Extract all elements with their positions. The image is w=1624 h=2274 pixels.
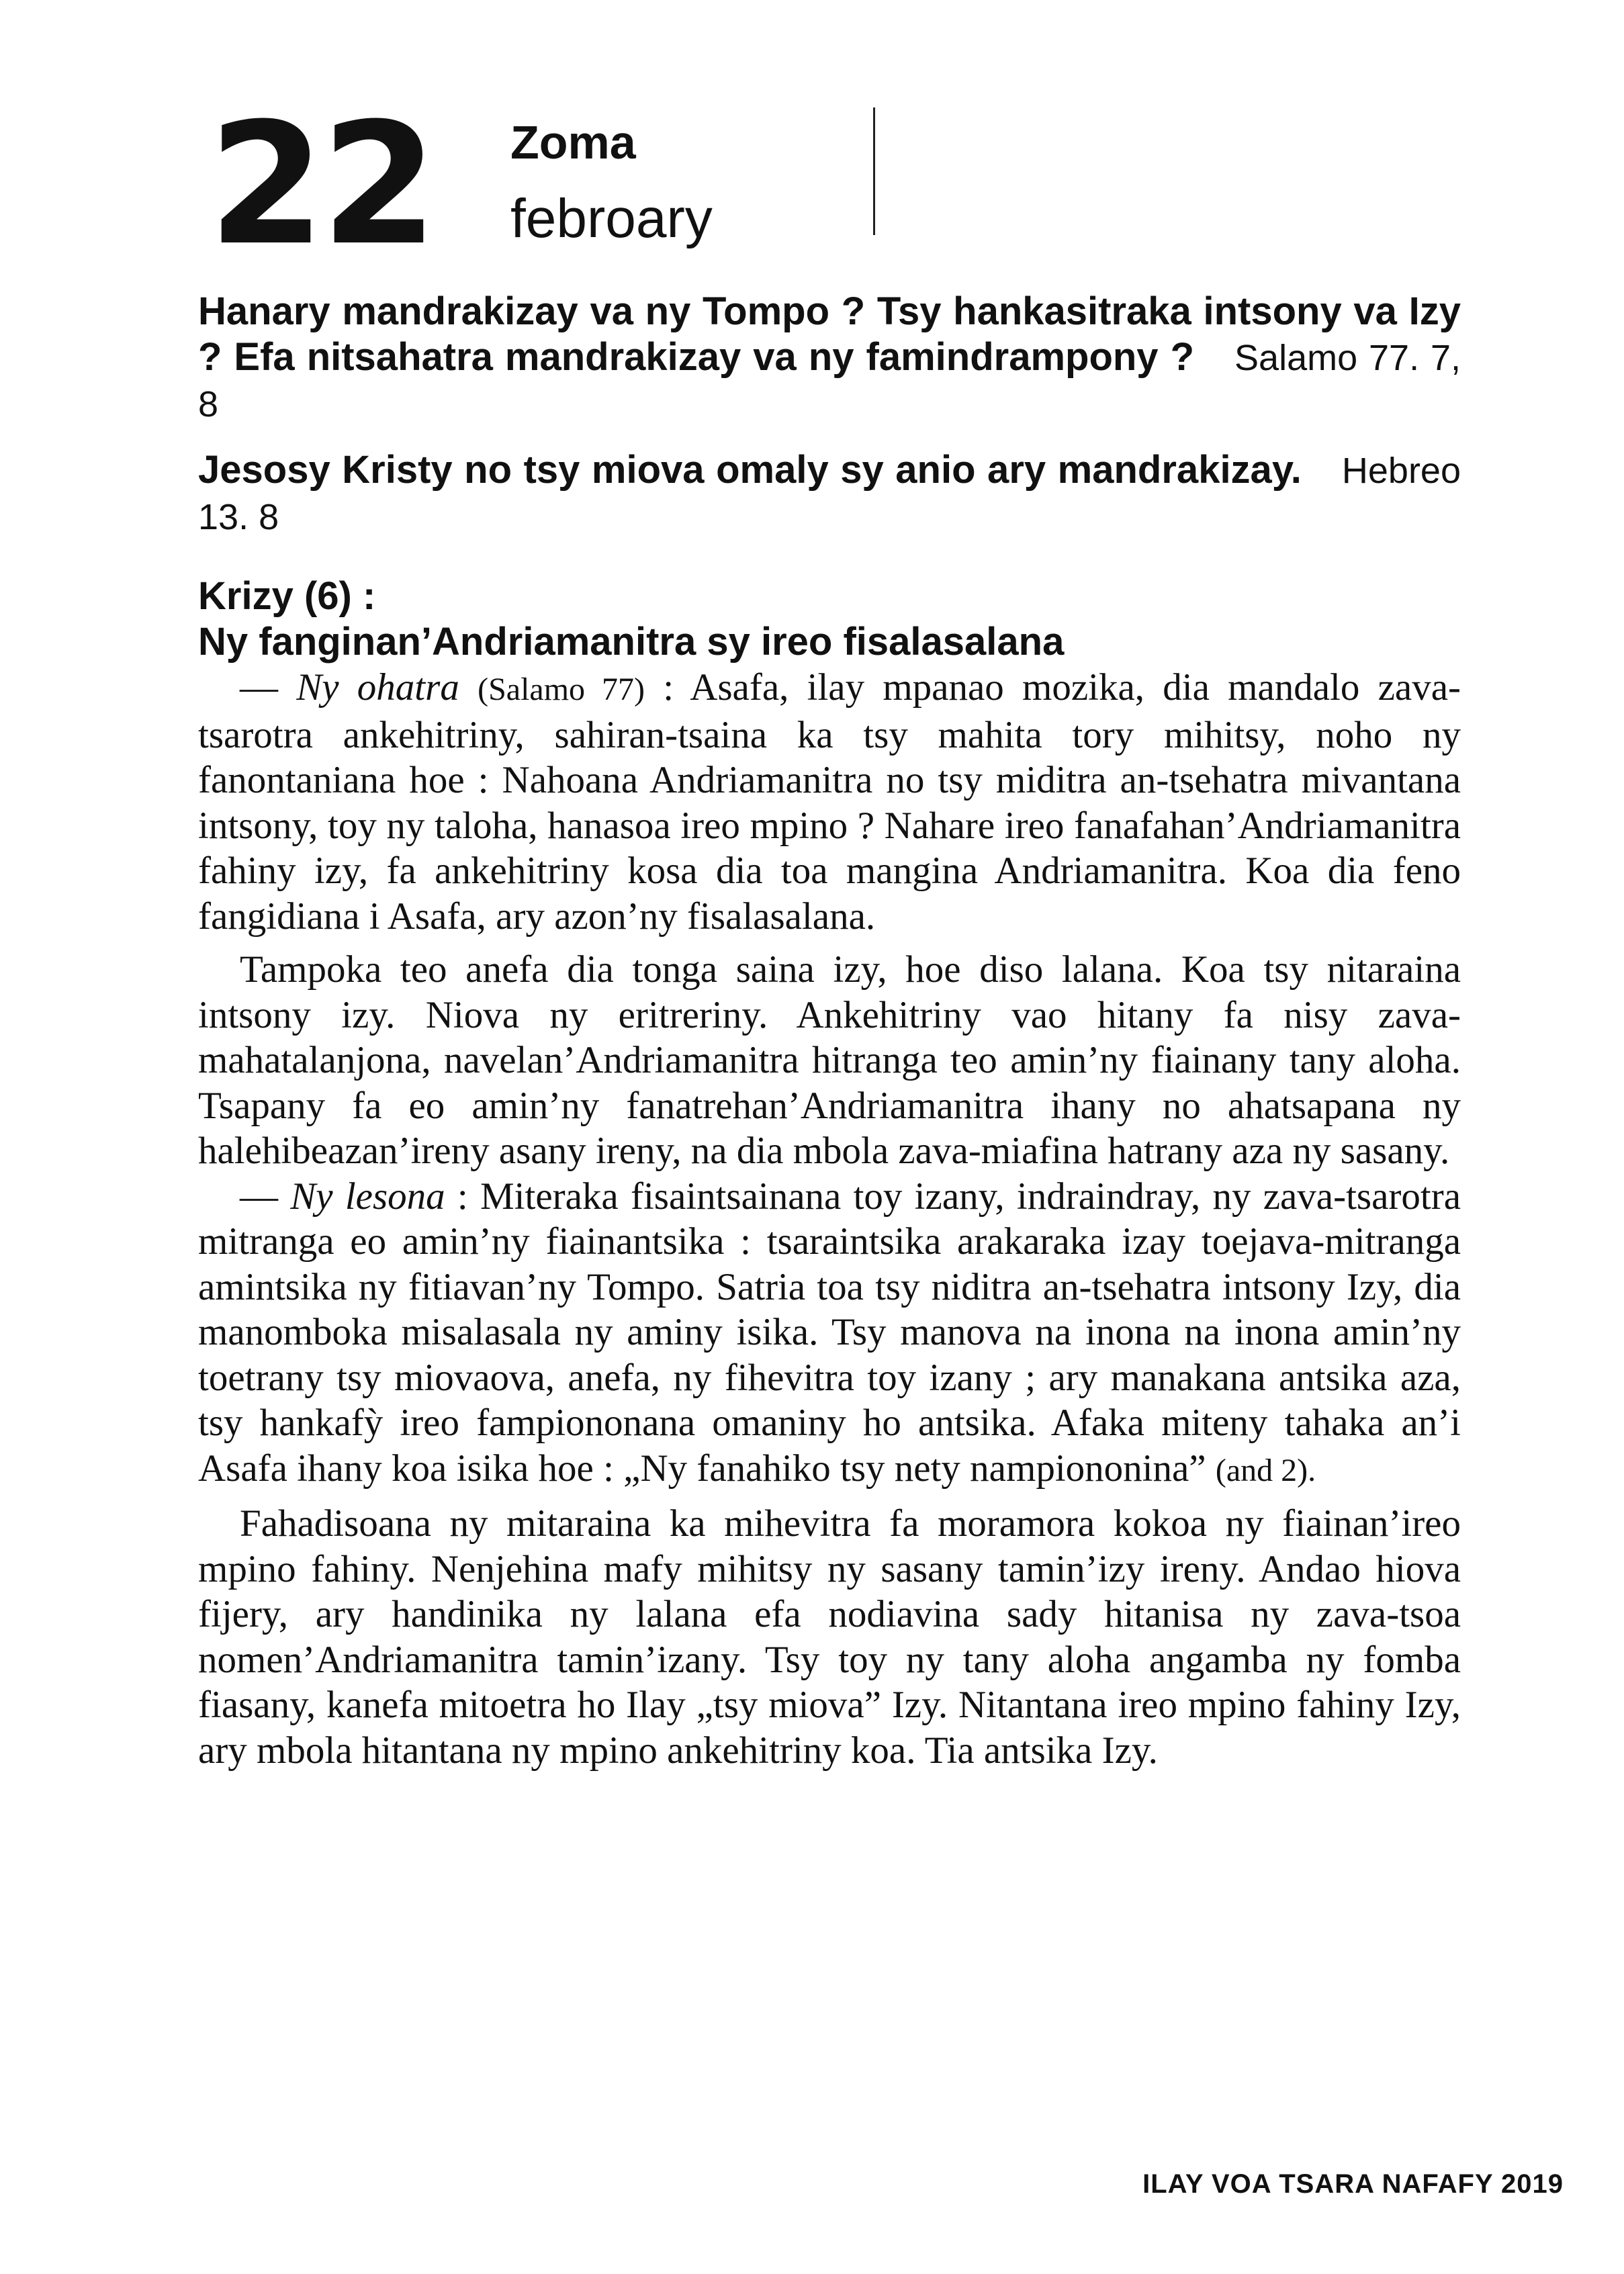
section-title-line-1: Krizy (6) :: [198, 574, 376, 618]
paragraph-1-text: : Asafa, ilay mpanao mozika, dia mandalo zava-tsarotra ankehitriny, sahiran-tsaina ka tsy mahita tory mihitsy, noho ny fanontaniana hoe : Nahoana Andriamanitra no tsy miditra an-tsehatra mivantana intsony, toy ny taloha, hanasoa ireo mpino ? Nahare ireo fanafahan’Andriamanitra fahiny izy, fa ankehitriny kosa dia toa mangina Andriamanitra. Koa dia feno fangidiana i Asafa, ary azon’ny fisalasalana.: [198, 666, 1461, 938]
paragraph-1-ref: (Salamo 77): [478, 672, 645, 707]
paragraph-3-dash: —: [240, 1175, 278, 1218]
paragraph-1-dash: —: [240, 666, 278, 709]
verse-1-text: Hanary mandrakizay va ny Tompo ? Tsy hankasitraka intsony va Izy ? Efa nitsahatra mandrakizay va ny famindrampony ?: [198, 289, 1461, 379]
paragraph-2-text: Tampoka teo anefa dia tonga saina izy, hoe diso lalana. Koa tsy nitaraina intsony izy. Niova ny eritreriny. Ankehitriny vao hitany fa nisy zava-mahatalanjona, navelan’Andriamanitra hitranga teo amin’ny fiainany tany aloha. Tsapany fa eo amin’ny fanatrehan’Andriamanitra ihany no ahatsapana ny halehibeazan’ireny asany ireny, na dia mbola zava-miafina hatrany aza ny sasany.: [198, 948, 1461, 1172]
paragraph-4: [198, 1501, 1461, 1773]
paragraph-3: [198, 1174, 1461, 1494]
verse-2: [198, 447, 1461, 540]
verse-2-reference: Hebreo 13. 8: [198, 451, 1461, 537]
paragraph-1-label: Ny ohatra: [296, 666, 459, 709]
weekday: Zoma: [510, 116, 636, 169]
paragraph-3-ref: (and 2).: [1215, 1452, 1316, 1488]
verse-1: [198, 289, 1461, 427]
verse-2-text: Jesosy Kristy no tsy miova omaly sy anio ary mandrakizay.: [198, 448, 1302, 492]
month: febroary: [510, 188, 713, 249]
verse-1-reference: Salamo 77. 7, 8: [198, 338, 1461, 424]
day-number: 22: [208, 87, 434, 282]
header-divider: [873, 107, 875, 235]
paragraph-4-text: Fahadisoana ny mitaraina ka mihevitra fa moramora kokoa ny fiainan’ireo mpino fahiny. Nenjehina mafy mihitsy ny sasany tamin’izy ireny. Andao hiova fijery, ary handinika ny lalana efa nodiavina sady hitanisa ny zava-tsoa nomen’Andriamanitra tamin’izany. Tsy toy ny tany aloha angamba ny fomba fiasany, kanefa mitoetra ho Ilay „tsy miova” Izy. Nitantana ireo mpino fahiny Izy, ary mbola hitantana ny mpino ankehitriny koa. Tia antsika Izy.: [198, 1502, 1461, 1772]
paragraph-1: [198, 665, 1461, 939]
section-heading: [198, 574, 1461, 665]
paragraph-2: [198, 947, 1461, 1174]
paragraph-3-label: Ny lesona: [290, 1175, 445, 1218]
section-title-line-2: Ny fanginan’Andriamanitra sy ireo fisalasalana: [198, 620, 1065, 664]
footer-publication-title: ILAY VOA TSARA NAFAFY 2019: [1142, 2169, 1564, 2199]
paragraph-3-text: : Miteraka fisaintsainana toy izany, indraindray, ny zava-tsarotra mitranga eo amin’ny fiainantsika : tsaraintsika arakaraka izay toejava-mitranga amintsika ny fitiavan’ny Tompo. Satria toa tsy niditra an-tsehatra intsony Izy, dia manomboka misalasala ny aminy isika. Tsy manova na inona na inona amin’ny toetrany tsy miovaova, anefa, ny fihevitra toy izany ; ary manakana antsika aza, tsy hankafỳ ireo fampiononana omaniny ho antsika. Afaka miteny tahaka an’i Asafa ihany koa isika hoe : „Ny fanahiko tsy nety nampiononina”: [198, 1175, 1461, 1490]
content: [198, 289, 1461, 1773]
